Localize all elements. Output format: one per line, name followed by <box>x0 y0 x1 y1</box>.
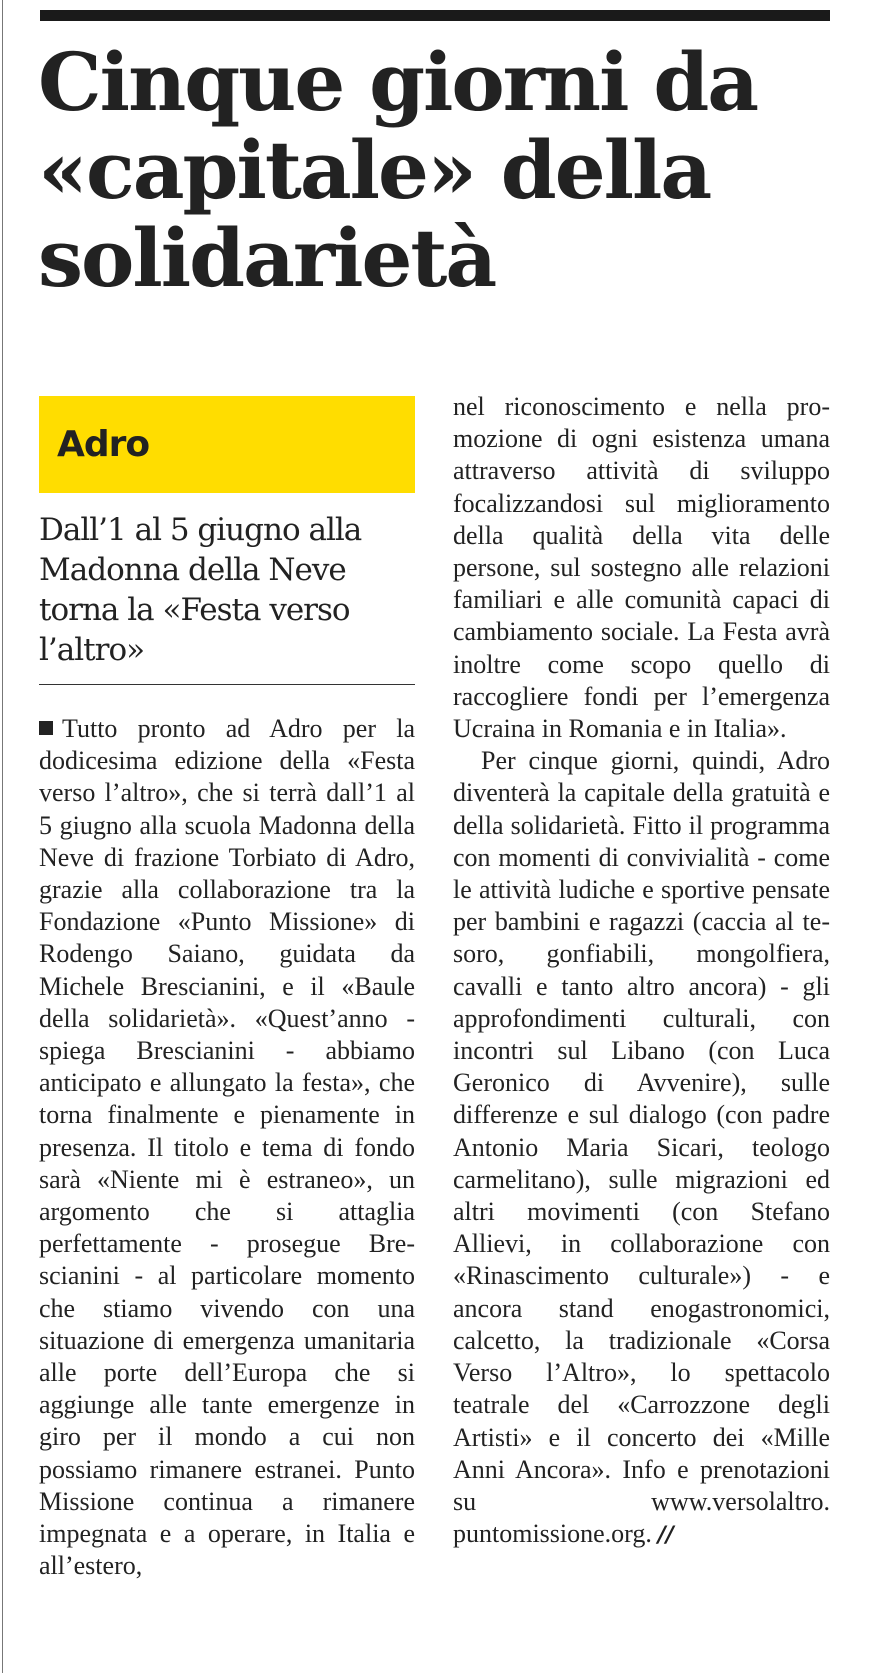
subheadline-divider <box>39 684 415 685</box>
square-bullet-icon <box>39 721 53 735</box>
headline: Cinque giorni da «capitale» della solidarietà <box>38 35 758 305</box>
page-edge-rule <box>2 0 3 1673</box>
top-rule-bar <box>40 10 830 21</box>
body-column-2 <box>453 391 830 1552</box>
body-text-col2: Per cinque giorni, quindi, Adro diventerà la capitale della gratuità e della solidarietà. Fitto il programma con momenti di convivialità - come le attività ludiche e sportive pensate per bambini e ragazzi (caccia al tesoro, gonfiabili, mongolfiera, cavalli e tanto altro ancora) - gli approfondimenti culturali, con incontri sul Libano (con Luca Geronico di Avvenire), sulle differenze e sul dialogo (con padre Antonio Maria Sicari, teologo carmelitano), sulle migrazioni ed altri movimenti (con Stefano Allievi, in collaborazione con «Rinascimento culturale») - e ancora stand enogastronomici, calcetto, la tradizionale «Corsa Verso l’Altro», lo spettacolo teatrale del «Carrozzone degli Artisti» e il concerto dei «Mille Anni Ancora». Info e prenotazioni su www.versolaltro. puntomissione.org. <box>453 746 830 1549</box>
body-text-col1: Tutto pronto ad Adro per la dodicesima edizione della «Festa verso l’altro», che si terrà dall’1 al 5 giugno alla scuola Madonna della Neve di frazione Torbiato di Adro, grazie alla collaborazione tra la Fondazione «Punto Missione» di Rodengo Saiano, guidata da Michele Brescianini, e il «Baule della solidarietà». «Quest’anno - spiega Brescianini - abbiamo anticipato e allungato la festa», che torna finalmente e pienamente in presenza. Il titolo e tema di fondo sarà «Niente mi è estraneo», un argomento che si attaglia perfettamente - prosegue Brescianini - al particolare momento che stiamo vivendo con una situazione di emergenza umanitaria alle porte dell’Europa che si aggiunge alle tante emergenze in giro per il mondo a cui non possiamo rimanere estranei. Punto Missione continua a rimanere impegnata e a operare, in Italia e all’estero, <box>39 714 415 1581</box>
body-paragraph <box>39 713 415 1582</box>
body-paragraph <box>453 745 830 1552</box>
body-column-1 <box>39 713 415 1582</box>
subheadline: Dall’1 al 5 giugno alla Madonna della Neve torna la «Festa verso l’altro» <box>39 512 362 668</box>
location-kicker: Adro <box>57 424 150 465</box>
location-kicker-box <box>39 396 415 493</box>
body-paragraph: nel riconoscimento e nella promozione di ogni esistenza umana attraverso attività di sviluppo focalizzandosi sul miglioramento della qualità della vita delle persone, sul sostegno alle relazioni familiari e alle comunità capaci di cambiamento sociale. La Festa avrà inoltre come scopo quello di raccogliere fondi per l’emergenza Ucraina in Romania e in Italia». <box>453 392 830 744</box>
end-of-article-mark: // <box>657 1523 674 1549</box>
